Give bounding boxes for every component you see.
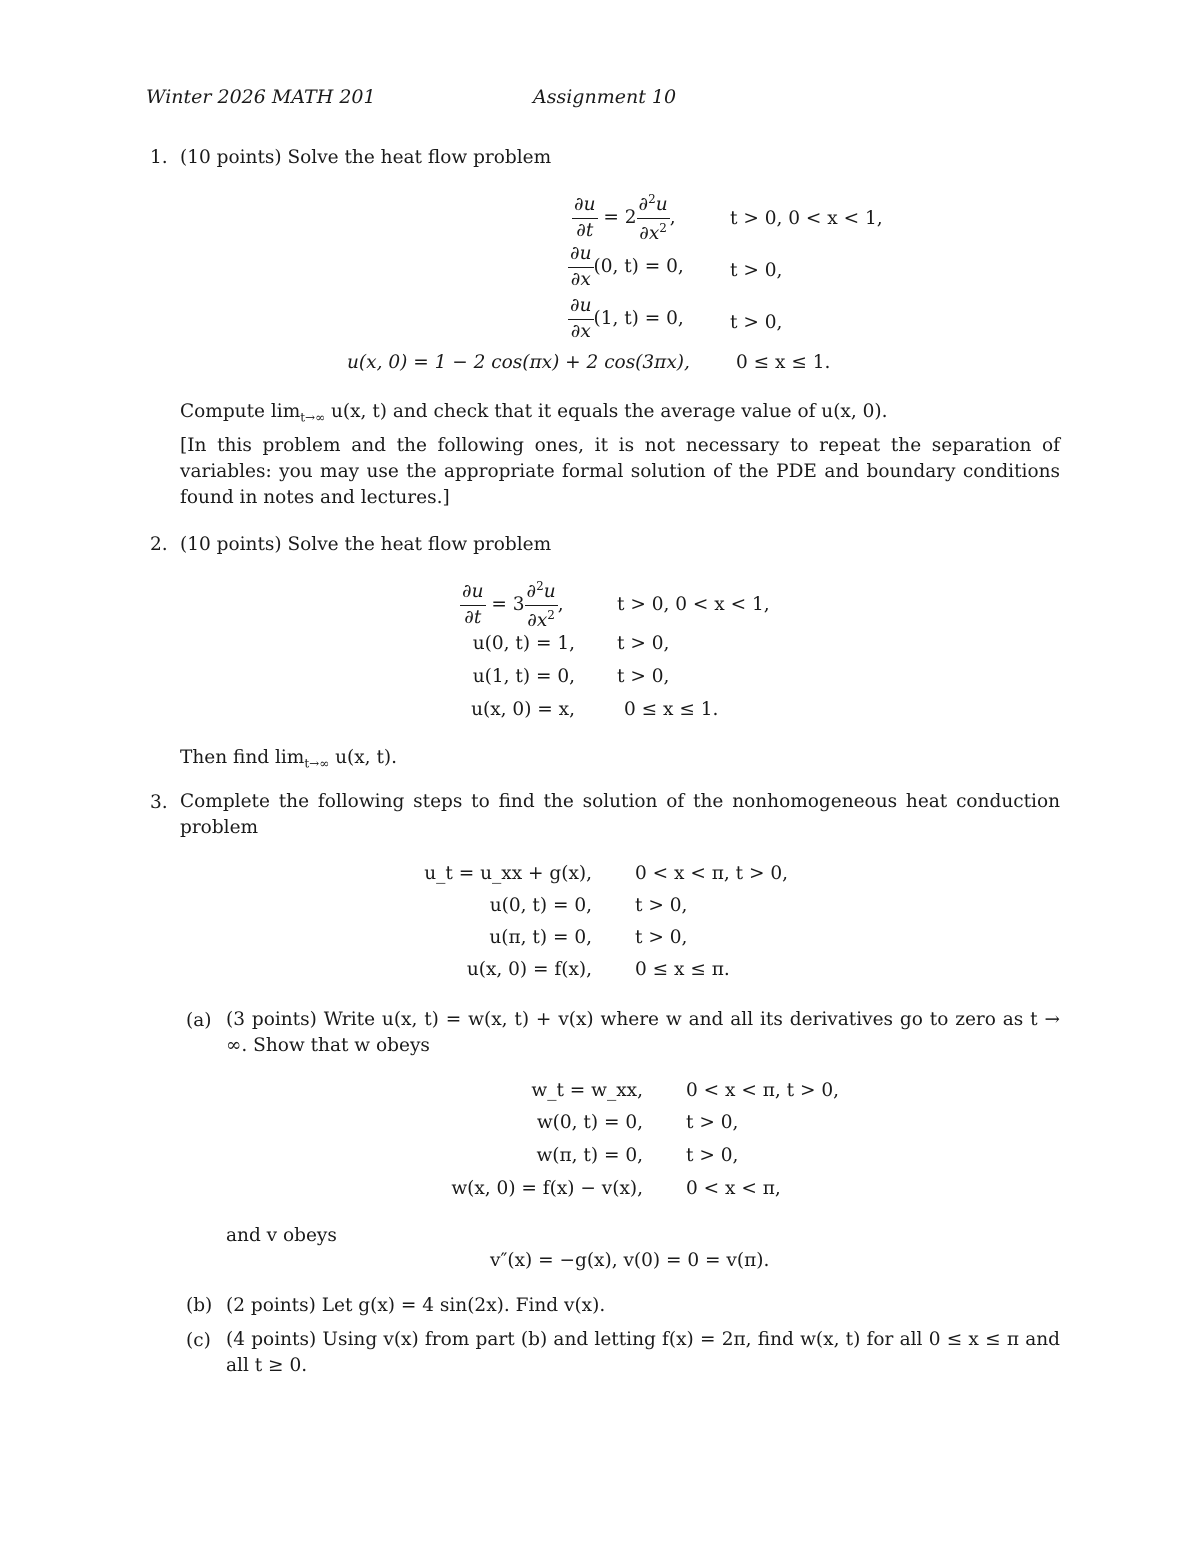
p2-bc-left-condition: t > 0, <box>617 633 670 654</box>
p1-bc-left: $\frac{\partial u}{\partial x}$ (0, t) = 0, <box>570 243 684 290</box>
p2-pde: $\frac{\partial u}{\partial t}$ = 3 $\frac{\partial^2u}{\partial x^2}$ , <box>462 579 564 631</box>
p1-note: [In this problem and the following ones, it is not necessary to repeat the separation of variables: you may use the appropriate formal solution of the PDE and boundary conditions found in notes and lectures.] <box>180 435 1060 508</box>
p1-initial-condition: u(x, 0) = 1 − 2 cos(πx) + 2 cos(3πx), <box>347 352 690 373</box>
p3-initial-condition: u(x, 0) = f(x), <box>466 959 592 980</box>
course-header: Winter 2026 MATH 201 <box>146 86 376 108</box>
part-c-label: (c) <box>186 1330 211 1351</box>
p2-initial-condition: u(x, 0) = x, <box>471 699 575 720</box>
p1-bc-right-text: (1, t) = 0, <box>593 308 684 329</box>
p1-d2u-dx2-fraction: $\frac{\partial^2u}{\partial x^2}$ <box>638 192 668 244</box>
p1-bc-right-condition: t > 0, <box>730 312 783 333</box>
w-bc-left-condition: t > 0, <box>686 1112 739 1133</box>
problem-2-number: 2. <box>150 534 168 555</box>
part-b-text: (2 points) Let g(x) = 4 sin(2x). Find v(x). <box>226 1295 606 1316</box>
p3-initial-condition-domain: 0 ≤ x ≤ π. <box>635 959 730 980</box>
p2-initial-condition-domain: 0 ≤ x ≤ 1. <box>624 699 719 720</box>
p1-bc-right: $\frac{\partial u}{\partial x}$ (1, t) = 0, <box>570 295 684 342</box>
part-b-label: (b) <box>186 1295 213 1316</box>
problem-3-number: 3. <box>150 792 168 813</box>
p2-pde-condition: t > 0, 0 < x < 1, <box>617 594 770 615</box>
p1-pde-rhs: = 2 <box>603 207 637 229</box>
problem-1-number: 1. <box>150 147 168 168</box>
p1-compute-rest: u(x, t) and check that it equals the average value of u(x, 0). <box>325 401 888 422</box>
p2-bc-right: u(1, t) = 0, <box>472 666 575 687</box>
problem-2-intro: (10 points) Solve the heat flow problem <box>180 534 552 555</box>
w-bc-right: w(π, t) = 0, <box>536 1145 643 1166</box>
p1-bc-left-condition: t > 0, <box>730 260 783 281</box>
p1-initial-condition-domain: 0 ≤ x ≤ 1. <box>736 352 831 373</box>
p2-bc-right-condition: t > 0, <box>617 666 670 687</box>
p1-compute-sub: t→∞ <box>300 410 326 425</box>
assignment-header: Assignment 10 <box>533 86 677 108</box>
p2-pde-rhs: = 3 <box>491 594 525 616</box>
p1-bc-left-text: (0, t) = 0, <box>593 256 684 277</box>
p2-find-limit <box>180 744 397 778</box>
p1-pde: $\frac{\partial u}{\partial t}$ = 2 $\frac{\partial^2u}{\partial x^2}$ , <box>574 192 676 244</box>
p3-bc-left: u(0, t) = 0, <box>489 895 592 916</box>
p1-du-dt-fraction: $\frac{\partial u}{\partial t}$ <box>574 194 596 241</box>
p2-find-sub: t→∞ <box>304 756 330 771</box>
w-bc-left: w(0, t) = 0, <box>536 1112 643 1133</box>
p1-compute-text: Compute lim <box>180 401 301 422</box>
and-v-obeys: and v obeys <box>226 1225 337 1246</box>
w-initial-condition: w(x, 0) = f(x) − v(x), <box>451 1178 643 1199</box>
p2-find-rest: u(x, t). <box>329 747 397 768</box>
w-bc-right-condition: t > 0, <box>686 1145 739 1166</box>
part-c-text: (4 points) Using v(x) from part (b) and letting f(x) = 2π, find w(x, t) for all 0 ≤ x ≤ π and all t ≥ 0. <box>226 1329 1060 1376</box>
w-pde-condition: 0 < x < π, t > 0, <box>686 1080 839 1101</box>
p3-bc-right: u(π, t) = 0, <box>489 927 592 948</box>
p2-find-text: Then find lim <box>180 747 305 768</box>
p3-pde-condition: 0 < x < π, t > 0, <box>635 863 788 884</box>
p2-bc-left: u(0, t) = 1, <box>472 633 575 654</box>
part-a-text: (3 points) Write u(x, t) = w(x, t) + v(x) where w and all its derivatives go to zero as t → ∞. Show that w obeys <box>226 1009 1060 1056</box>
v-ode: v″(x) = −g(x), v(0) = 0 = v(π). <box>490 1250 770 1271</box>
problem-1-intro: (10 points) Solve the heat flow problem <box>180 147 552 168</box>
p3-bc-right-condition: t > 0, <box>635 927 688 948</box>
p3-bc-left-condition: t > 0, <box>635 895 688 916</box>
w-pde: w_t = w_xx, <box>531 1080 643 1101</box>
w-initial-condition-domain: 0 < x < π, <box>686 1178 781 1199</box>
p1-compute-limit <box>180 398 888 432</box>
p1-pde-condition: t > 0, 0 < x < 1, <box>730 208 883 229</box>
problem-3-intro: Complete the following steps to find the solution of the nonhomogeneous heat conduction problem <box>180 791 1060 838</box>
p3-pde: u_t = u_xx + g(x), <box>424 863 592 884</box>
part-a-label: (a) <box>186 1010 212 1031</box>
